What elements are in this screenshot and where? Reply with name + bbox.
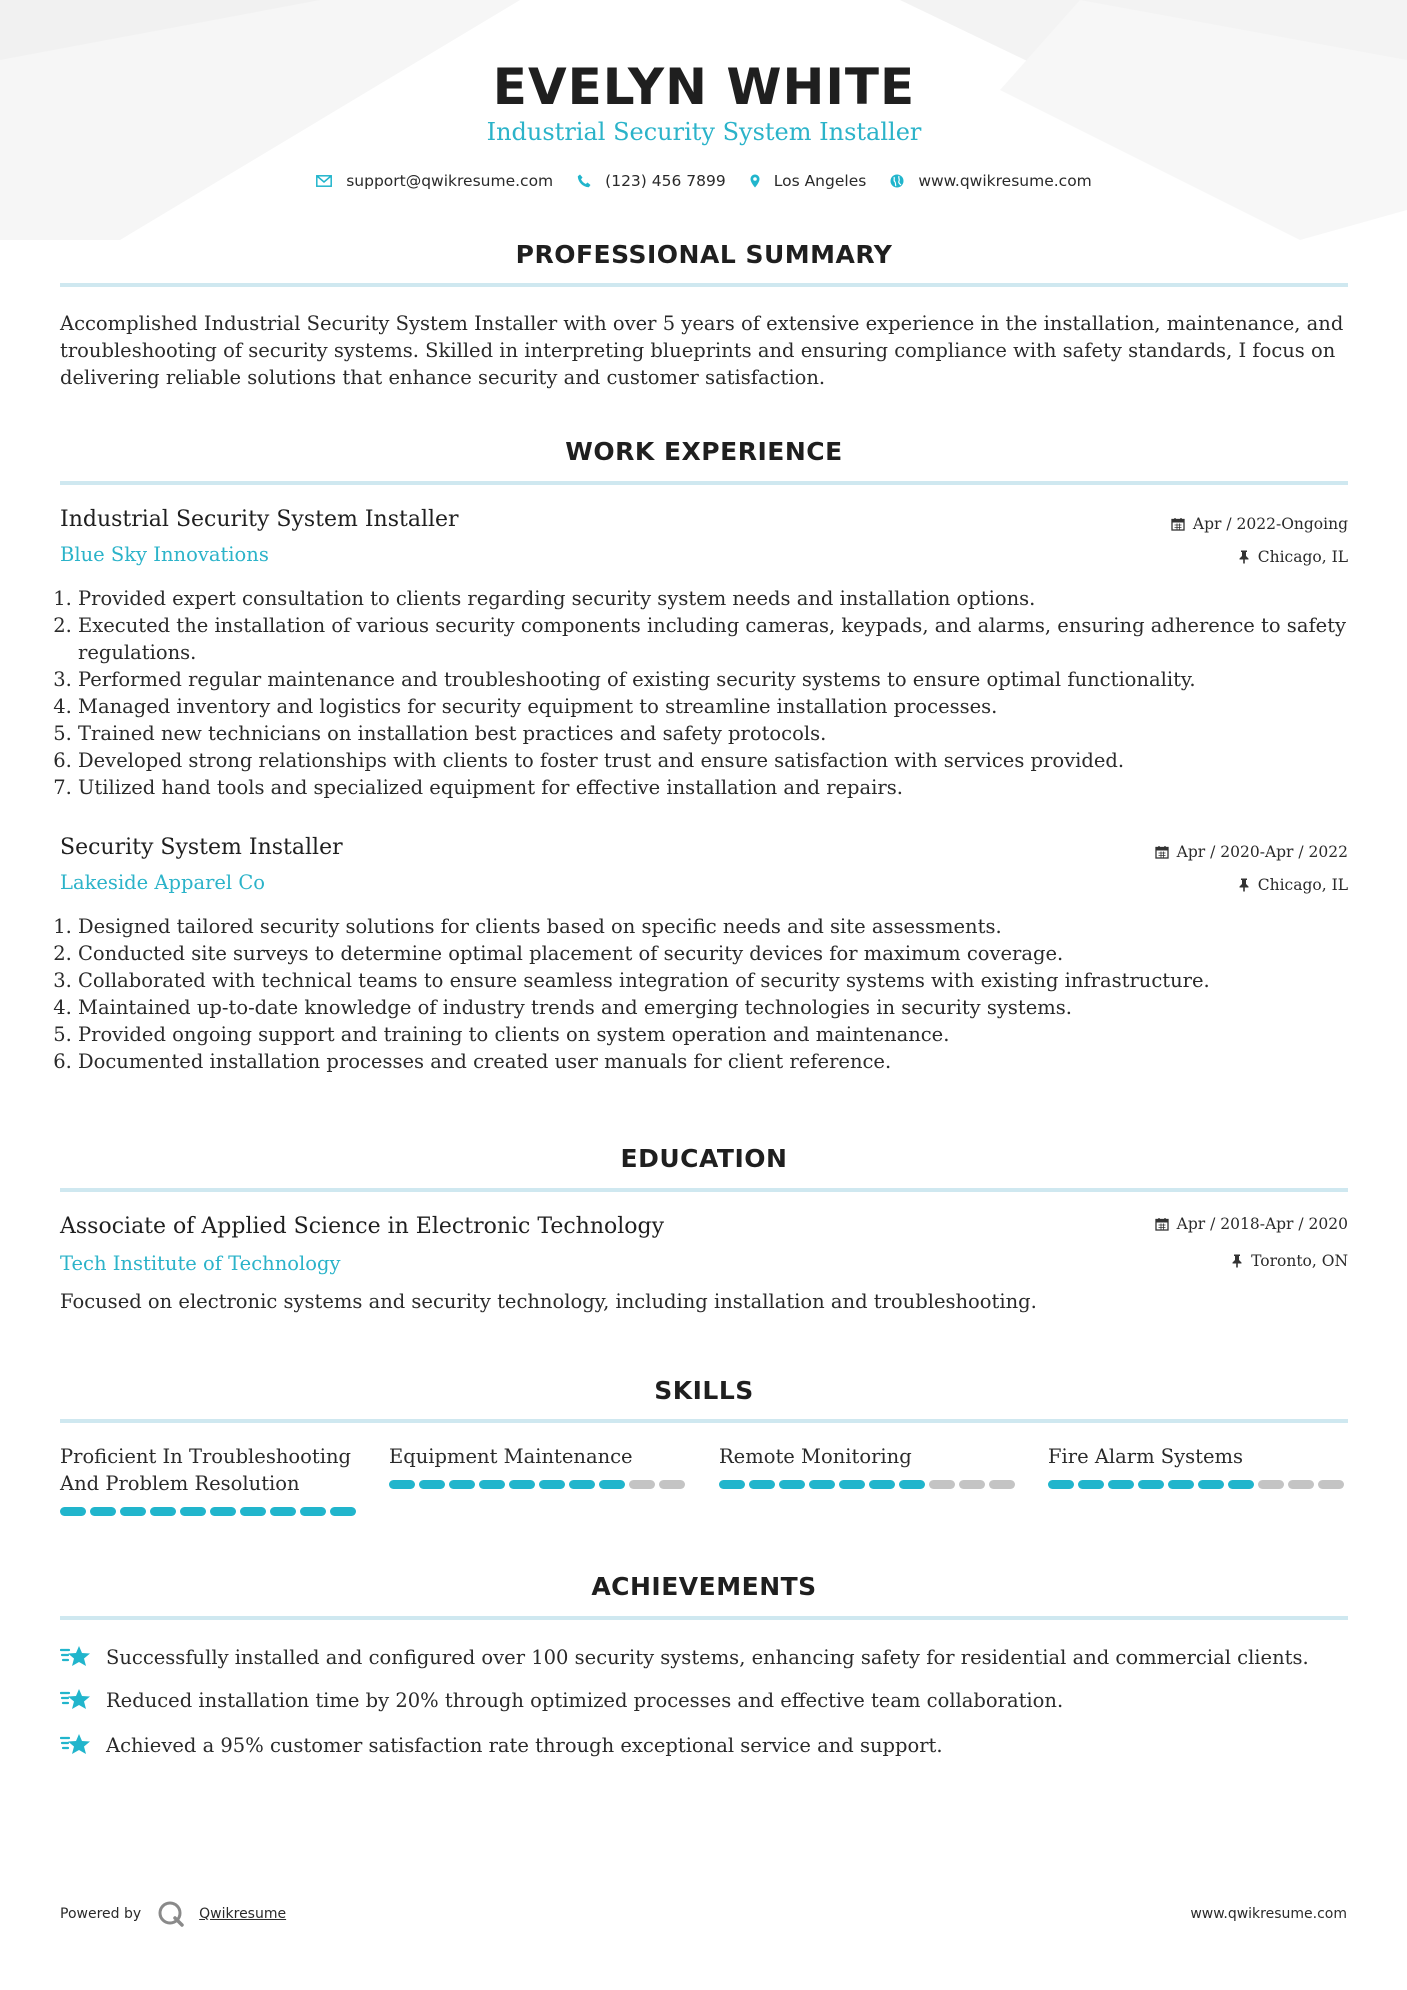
rating-segment-empty	[1318, 1480, 1344, 1489]
rating-segment-empty	[1258, 1480, 1284, 1489]
summary-text: Accomplished Industrial Security System Installer with over 5 years of extensive experience in the installation, maintenance, and troubleshooting of security systems. Skilled in interpreting blueprints and ensuring compliance with safety standards, I focus on delivering reliable solutions that enhance security and customer satisfaction.	[60, 312, 1344, 389]
skill-name: Equipment Maintenance	[389, 1445, 633, 1468]
list-item: 6. Documented installation processes and created user manuals for client reference.	[78, 1048, 1348, 1075]
job-title: Security System Installer	[60, 835, 343, 860]
rating-segment-empty	[629, 1480, 655, 1489]
achievement-item	[60, 1687, 1063, 1713]
rating-segment-filled	[719, 1480, 745, 1489]
job-location-text: Chicago, IL	[1257, 548, 1348, 566]
calendar-icon	[1155, 845, 1169, 859]
rating-segment-filled	[869, 1480, 895, 1489]
job-dates-text: Apr / 2022-Ongoing	[1192, 515, 1348, 533]
map-pin-icon	[750, 174, 760, 188]
contact-phone-text: (123) 456 7899	[605, 172, 726, 190]
rating-segment-filled	[270, 1507, 296, 1516]
list-item: 1. Designed tailored security solutions for clients based on specific needs and site assessments.	[78, 913, 1348, 940]
education-location	[1231, 1252, 1348, 1270]
rating-segment-empty	[929, 1480, 955, 1489]
rating-segment-filled	[90, 1507, 116, 1516]
phone-icon	[577, 174, 591, 188]
contact-location-text: Los Angeles	[773, 172, 867, 190]
rating-segment-filled	[330, 1507, 356, 1516]
qwikresume-logo-icon	[157, 1900, 185, 1928]
skill-rating	[1048, 1480, 1348, 1489]
education-heading: EDUCATION	[620, 1144, 788, 1173]
star-icon	[60, 1732, 92, 1758]
footer-url[interactable]: www.qwikresume.com	[1190, 1906, 1347, 1922]
achievement-text: Achieved a 95% customer satisfaction rate through exceptional service and support.	[106, 1733, 943, 1757]
list-item: 2. Executed the installation of various security components including cameras, keypads, and alarms, ensuring adherence to safety regulations.	[78, 612, 1348, 666]
skills-heading: SKILLS	[654, 1376, 754, 1405]
job-location	[1238, 876, 1348, 894]
skill-rating	[719, 1480, 1019, 1489]
rating-segment-filled	[120, 1507, 146, 1516]
skill-name: Fire Alarm Systems	[1048, 1445, 1244, 1468]
job-title: Industrial Security System Installer	[60, 507, 459, 532]
list-item: 3. Performed regular maintenance and troubleshooting of existing security systems to ensure optimal functionality.	[78, 666, 1348, 693]
rating-segment-filled	[210, 1507, 236, 1516]
candidate-title: Industrial Security System Installer	[486, 118, 922, 146]
candidate-name: EVELYN WHITE	[492, 58, 916, 116]
job-dates	[1155, 843, 1348, 861]
rating-segment-filled	[599, 1480, 625, 1489]
rating-segment-filled	[509, 1480, 535, 1489]
star-icon	[60, 1644, 92, 1670]
pushpin-icon	[1238, 550, 1250, 564]
achievement-text: Successfully installed and configured over 100 security systems, enhancing safety for residential and commercial clients.	[106, 1645, 1309, 1669]
skill-rating	[60, 1507, 360, 1516]
rating-segment-filled	[839, 1480, 865, 1489]
education-divider	[60, 1188, 1348, 1192]
summary-heading: PROFESSIONAL SUMMARY	[515, 240, 893, 269]
job-duties-list	[60, 913, 1348, 1075]
skill-item	[719, 1443, 1019, 1489]
list-item: 4. Managed inventory and logistics for security equipment to streamline installation processes.	[78, 693, 1348, 720]
skill-item	[60, 1443, 360, 1516]
rating-segment-filled	[449, 1480, 475, 1489]
job-dates	[1171, 515, 1348, 533]
contact-email[interactable]	[316, 172, 553, 190]
rating-segment-filled	[1228, 1480, 1254, 1489]
star-icon	[60, 1687, 92, 1713]
achievement-text: Reduced installation time by 20% through optimized processes and effective team collaboration.	[106, 1688, 1064, 1712]
rating-segment-filled	[180, 1507, 206, 1516]
skill-rating	[389, 1480, 689, 1489]
rating-segment-filled	[1078, 1480, 1104, 1489]
education-dates	[1155, 1215, 1348, 1233]
job-location-text: Chicago, IL	[1257, 876, 1348, 894]
rating-segment-filled	[899, 1480, 925, 1489]
rating-segment-filled	[539, 1480, 565, 1489]
degree-title: Associate of Applied Science in Electronic Technology	[60, 1214, 665, 1239]
achievements-heading: ACHIEVEMENTS	[591, 1572, 817, 1601]
skill-name: Remote Monitoring	[719, 1445, 912, 1468]
rating-segment-filled	[389, 1480, 415, 1489]
rating-segment-filled	[779, 1480, 805, 1489]
list-item: 2. Conducted site surveys to determine optimal placement of security devices for maximum coverage.	[78, 940, 1348, 967]
rating-segment-filled	[749, 1480, 775, 1489]
contact-website-text: www.qwikresume.com	[918, 172, 1092, 190]
envelope-icon	[316, 175, 332, 187]
rating-segment-filled	[240, 1507, 266, 1516]
globe-icon	[890, 174, 904, 188]
experience-heading: WORK EXPERIENCE	[565, 437, 843, 466]
school-name: Tech Institute of Technology	[60, 1252, 341, 1275]
pushpin-icon	[1231, 1254, 1243, 1268]
skill-item	[1048, 1443, 1348, 1489]
rating-segment-filled	[1108, 1480, 1134, 1489]
rating-segment-filled	[809, 1480, 835, 1489]
job-duties-list	[60, 585, 1348, 801]
rating-segment-filled	[1138, 1480, 1164, 1489]
rating-segment-empty	[659, 1480, 685, 1489]
education-dates-text: Apr / 2018-Apr / 2020	[1176, 1215, 1348, 1233]
list-item: 5. Trained new technicians on installation best practices and safety protocols.	[78, 720, 1348, 747]
contact-phone[interactable]	[577, 172, 726, 190]
job-company: Blue Sky Innovations	[60, 543, 269, 566]
rating-segment-filled	[1168, 1480, 1194, 1489]
education-location-text: Toronto, ON	[1251, 1252, 1348, 1270]
calendar-icon	[1155, 1217, 1169, 1231]
contact-bar	[60, 172, 1348, 190]
pushpin-icon	[1238, 878, 1250, 892]
skill-item	[389, 1443, 689, 1489]
powered-by-label: Powered by	[60, 1906, 142, 1922]
skill-name: Proficient In Troubleshooting And Problem Resolution	[60, 1445, 351, 1495]
list-item: 7. Utilized hand tools and specialized equipment for effective installation and repairs.	[78, 774, 1348, 801]
rating-segment-filled	[300, 1507, 326, 1516]
list-item: 5. Provided ongoing support and training to clients on system operation and maintenance.	[78, 1021, 1348, 1048]
rating-segment-empty	[959, 1480, 985, 1489]
rating-segment-empty	[1288, 1480, 1314, 1489]
rating-segment-filled	[569, 1480, 595, 1489]
summary-divider	[60, 283, 1348, 287]
list-item: 6. Developed strong relationships with clients to foster trust and ensure satisfaction with services provided.	[78, 747, 1348, 774]
contact-website[interactable]	[890, 172, 1091, 190]
rating-segment-filled	[479, 1480, 505, 1489]
brand-link[interactable]: Qwikresume	[199, 1906, 287, 1922]
rating-segment-filled	[60, 1507, 86, 1516]
job-company: Lakeside Apparel Co	[60, 871, 266, 894]
rating-segment-empty	[989, 1480, 1015, 1489]
list-item: 1. Provided expert consultation to clients regarding security system needs and installation options.	[78, 585, 1348, 612]
achievement-item	[60, 1644, 1309, 1670]
rating-segment-filled	[419, 1480, 445, 1489]
achievements-divider	[60, 1616, 1348, 1620]
job-dates-text: Apr / 2020-Apr / 2022	[1176, 843, 1348, 861]
contact-email-text: support@qwikresume.com	[346, 172, 554, 190]
rating-segment-filled	[1048, 1480, 1074, 1489]
experience-divider	[60, 481, 1348, 485]
skills-divider	[60, 1419, 1348, 1423]
rating-segment-filled	[150, 1507, 176, 1516]
list-item: 4. Maintained up-to-date knowledge of industry trends and emerging technologies in security systems.	[78, 994, 1348, 1021]
achievement-item	[60, 1732, 943, 1758]
list-item: 3. Collaborated with technical teams to ensure seamless integration of security systems with existing infrastructure.	[78, 967, 1348, 994]
contact-location	[750, 172, 867, 190]
calendar-icon	[1171, 517, 1185, 531]
job-location	[1238, 548, 1348, 566]
education-description: Focused on electronic systems and security technology, including installation and troubleshooting.	[60, 1290, 1037, 1313]
rating-segment-filled	[1198, 1480, 1224, 1489]
footer-powered-by	[60, 1900, 286, 1928]
